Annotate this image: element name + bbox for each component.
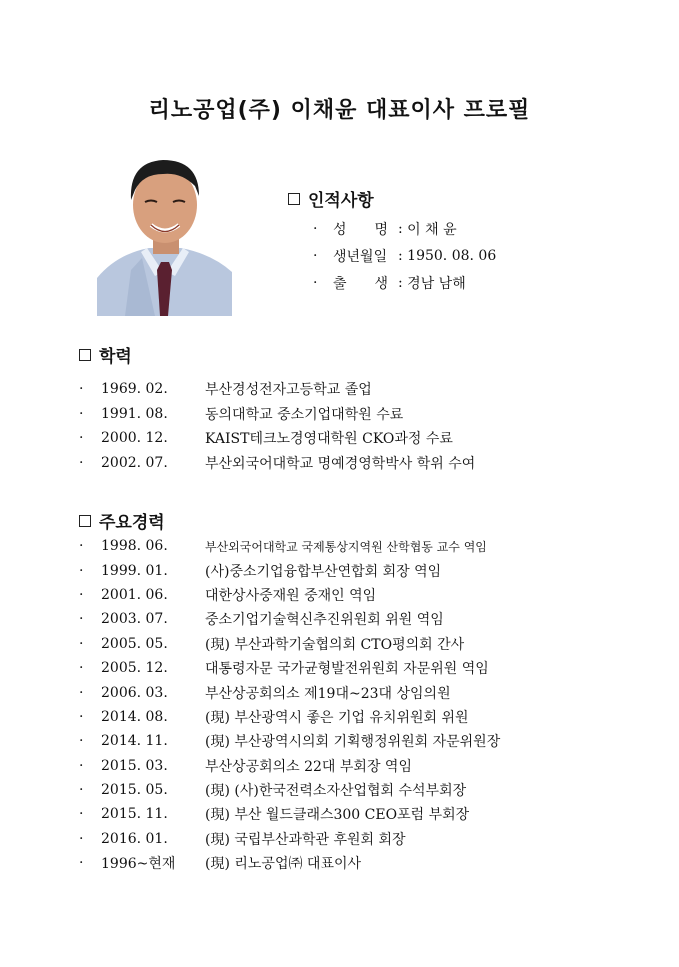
bullet-icon: · [79,381,84,398]
education-list [79,377,475,475]
list-item [79,607,500,631]
item-desc: (現) 리노공업㈜ 대표이사 [205,856,362,873]
bullet-icon: · [79,611,84,628]
list-item [79,802,500,826]
list-item [79,583,500,607]
checkbox-square-icon [288,193,300,205]
item-date: 1991. 08. [101,405,168,422]
item-desc: (現) 부산광역시의회 기획행정위원회 자문위원장 [205,734,501,751]
bullet-icon: · [79,782,84,799]
bullet-icon: · [313,247,318,264]
item-date: 2014. 11. [101,733,168,750]
list-item [79,778,500,802]
bullet-icon: · [79,538,84,555]
item-date: 1999. 01. [101,562,168,579]
personal-label: 출 생 [333,275,389,292]
bullet-icon: · [79,708,84,725]
career-heading [79,508,165,533]
list-item [79,426,475,451]
list-item [79,754,500,778]
item-date: 2016. 01. [101,830,168,847]
list-item [79,451,475,476]
bullet-icon: · [313,220,318,237]
item-date: 2002. 07. [101,454,168,471]
item-date: 2003. 07. [101,611,168,628]
list-item [79,851,500,875]
item-desc: 부산경성전자고등학교 졸업 [205,382,372,399]
item-date: 1996~현재 [101,856,176,873]
item-date: 2015. 05. [101,782,168,799]
item-desc: 동의대학교 중소기업대학원 수료 [205,406,404,423]
list-item [79,402,475,427]
bullet-icon: · [79,635,84,652]
list-item [79,377,475,402]
bullet-icon: · [79,855,84,872]
colon: : [398,274,408,291]
item-date: 1998. 06. [101,538,168,555]
personal-value: 1950. 08. 06 [407,247,497,264]
personal-row [313,215,496,242]
item-date: 2006. 03. [101,684,168,701]
checkbox-square-icon [79,515,91,527]
bullet-icon: · [79,806,84,823]
item-date: 2014. 08. [101,708,168,725]
profile-photo [97,150,232,316]
item-date: 2015. 11. [101,806,168,823]
personal-label: 생년월일 [333,248,388,265]
item-desc: (現) 국립부산과학관 후원회 회장 [205,831,406,848]
item-date: 2005. 12. [101,660,168,677]
list-item [79,680,500,704]
list-item [79,705,500,729]
list-item [79,656,500,680]
item-desc: 부산상공회의소 22대 부회장 역임 [205,758,412,775]
personal-row [313,242,496,269]
item-date: 1969. 02. [101,381,168,398]
personal-heading-label: 인적사항 [308,191,374,211]
item-desc: (現) 부산과학기술협의회 CTO평의회 간사 [205,636,465,653]
bullet-icon: · [79,562,84,579]
item-date: 2000. 12. [101,430,168,447]
personal-value: 경남 남해 [407,275,466,292]
colon: : [398,220,408,237]
bullet-icon: · [79,757,84,774]
bullet-icon: · [79,684,84,701]
bullet-icon: · [79,586,84,603]
item-desc: 부산외국어대학교 명예경영학박사 학위 수여 [205,455,476,472]
personal-label: 성 명 [333,221,389,238]
list-item [79,632,500,656]
item-desc: 중소기업기술혁신추진위원회 위원 역임 [205,612,444,629]
colon: : [398,247,408,264]
list-item [79,729,500,753]
item-desc: 부산외국어대학교 국제통상지역원 산학협동 교수 역임 [205,539,487,554]
item-desc: 부산상공회의소 제19대~23대 상임의원 [205,685,451,702]
personal-value: 이 채 윤 [407,221,457,238]
education-heading [79,342,132,367]
bullet-icon: · [313,274,318,291]
item-desc: (現) 부산 월드클래스300 CEO포럼 부회장 [205,807,470,824]
item-date: 2001. 06. [101,586,168,603]
bullet-icon: · [79,733,84,750]
list-item [79,558,500,582]
career-heading-label: 주요경력 [99,513,165,533]
item-desc: (現) (사)한국전력소자산업협회 수석부회장 [205,783,467,800]
bullet-icon: · [79,830,84,847]
item-desc: 대한상사중재원 중재인 역임 [205,587,377,604]
bullet-icon: · [79,660,84,677]
list-item [79,534,500,558]
personal-heading [288,186,374,211]
item-date: 2005. 05. [101,635,168,652]
item-desc: KAIST테크노경영대학원 CKO과정 수료 [205,431,453,448]
item-desc: (사)중소기업융합부산연합회 회장 역임 [205,563,442,580]
personal-row [313,269,496,296]
checkbox-square-icon [79,349,91,361]
bullet-icon: · [79,430,84,447]
page-title: 리노공업(주) 이채윤 대표이사 프로필 [148,98,531,123]
item-date: 2015. 03. [101,757,168,774]
bullet-icon: · [79,454,84,471]
personal-info [313,215,496,296]
bullet-icon: · [79,405,84,422]
education-heading-label: 학력 [99,347,132,367]
item-desc: 대통령자문 국가균형발전위원회 자문위원 역임 [205,661,489,678]
list-item [79,827,500,851]
career-list [79,534,500,875]
item-desc: (現) 부산광역시 좋은 기업 유치위원회 위원 [205,709,469,726]
